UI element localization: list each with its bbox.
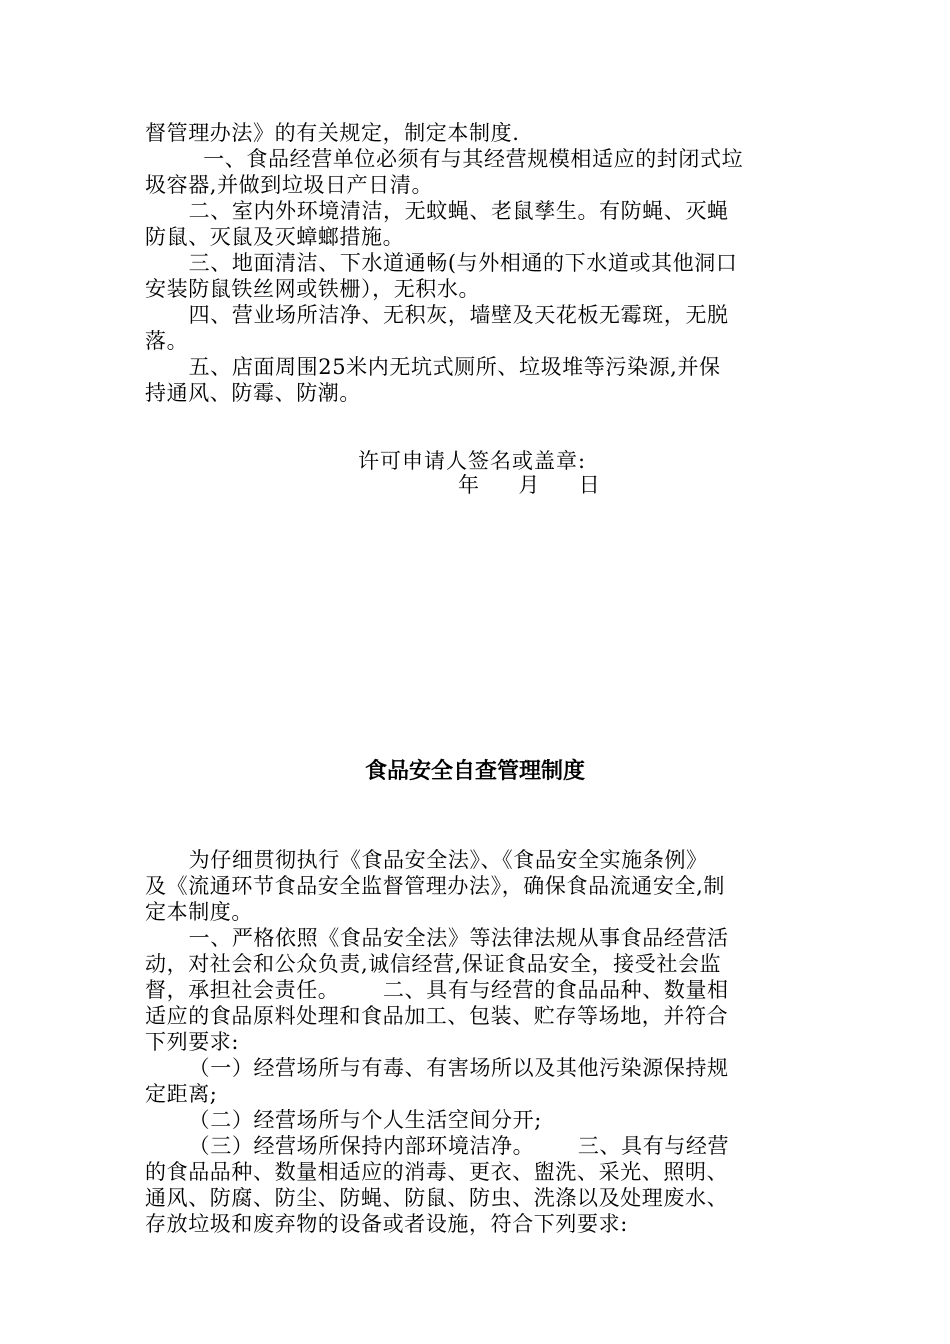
body-line: 二、室内外环境清洁，无蚊蝇、老鼠孳生。有防蝇、灭蝇 [145, 199, 729, 223]
body-line: 一、食品经营单位必须有与其经营规模相适应的封闭式垃 [145, 147, 744, 171]
body-line: 五、店面周围25米内无坑式厕所、垃圾堆等污染源,并保 [145, 355, 721, 379]
body-line: 安装防鼠铁丝网或铁栅），无积水。 [145, 277, 481, 301]
body-line: 落。 [145, 329, 189, 353]
body-line: 存放垃圾和废弃物的设备或者设施，符合下列要求: [145, 1212, 628, 1236]
section-two-body [145, 847, 807, 1237]
section-one-body [145, 120, 807, 406]
body-line: （二）经营场所与个人生活空间分开; [145, 1108, 542, 1132]
signature-label: 许可申请人签名或盖章: [358, 449, 587, 473]
signature-date: 年 月 日 [458, 473, 601, 497]
body-line: 为仔细贯彻执行《食品安全法》、《食品安全实施条例》 [145, 848, 708, 872]
body-line: 下列要求: [145, 1030, 240, 1054]
body-line: （三）经营场所保持内部环境洁净。 三、具有与经营 [145, 1134, 730, 1158]
body-line: 定本制度。 [145, 900, 253, 924]
body-line: 防鼠、灭鼠及灭蟑螂措施。 [145, 225, 405, 249]
body-line: 四、营业场所洁净、无积灰，墙壁及天花板无霉斑，无脱 [145, 303, 729, 327]
body-line: 的食品品种、数量相适应的消毒、更衣、盥洗、采光、照明、 [145, 1160, 729, 1184]
body-line: 督管理办法》的有关规定，制定本制度. [145, 121, 520, 145]
body-line: 持通风、防霉、防潮。 [145, 381, 361, 405]
body-line: 动，对社会和公众负责,诚信经营,保证食品安全，接受社会监 [145, 952, 722, 976]
body-line: 通风、防腐、防尘、防蝇、防鼠、防虫、洗涤以及处理废水、 [145, 1186, 729, 1210]
body-line: 督，承担社会责任。 二、具有与经营的食品品种、数量相 [145, 978, 729, 1002]
body-line: 及《流通环节食品安全监督管理办法》，确保食品流通安全,制 [145, 874, 725, 898]
body-line: 三、地面清洁、下水道通畅(与外相通的下水道或其他洞口 [145, 251, 738, 275]
body-line: 定距离; [145, 1082, 218, 1106]
page-title: 食品安全自查管理制度 [364, 759, 585, 784]
body-line: （一）经营场所与有毒、有害场所以及其他污染源保持规 [145, 1056, 729, 1080]
body-line: 圾容器,并做到垃圾日产日清。 [145, 173, 434, 197]
body-line: 适应的食品原料处理和食品加工、包装、贮存等场地，并符合 [145, 1004, 729, 1028]
body-line: 一、严格依照《食品安全法》等法律法规从事食品经营活 [145, 926, 729, 950]
